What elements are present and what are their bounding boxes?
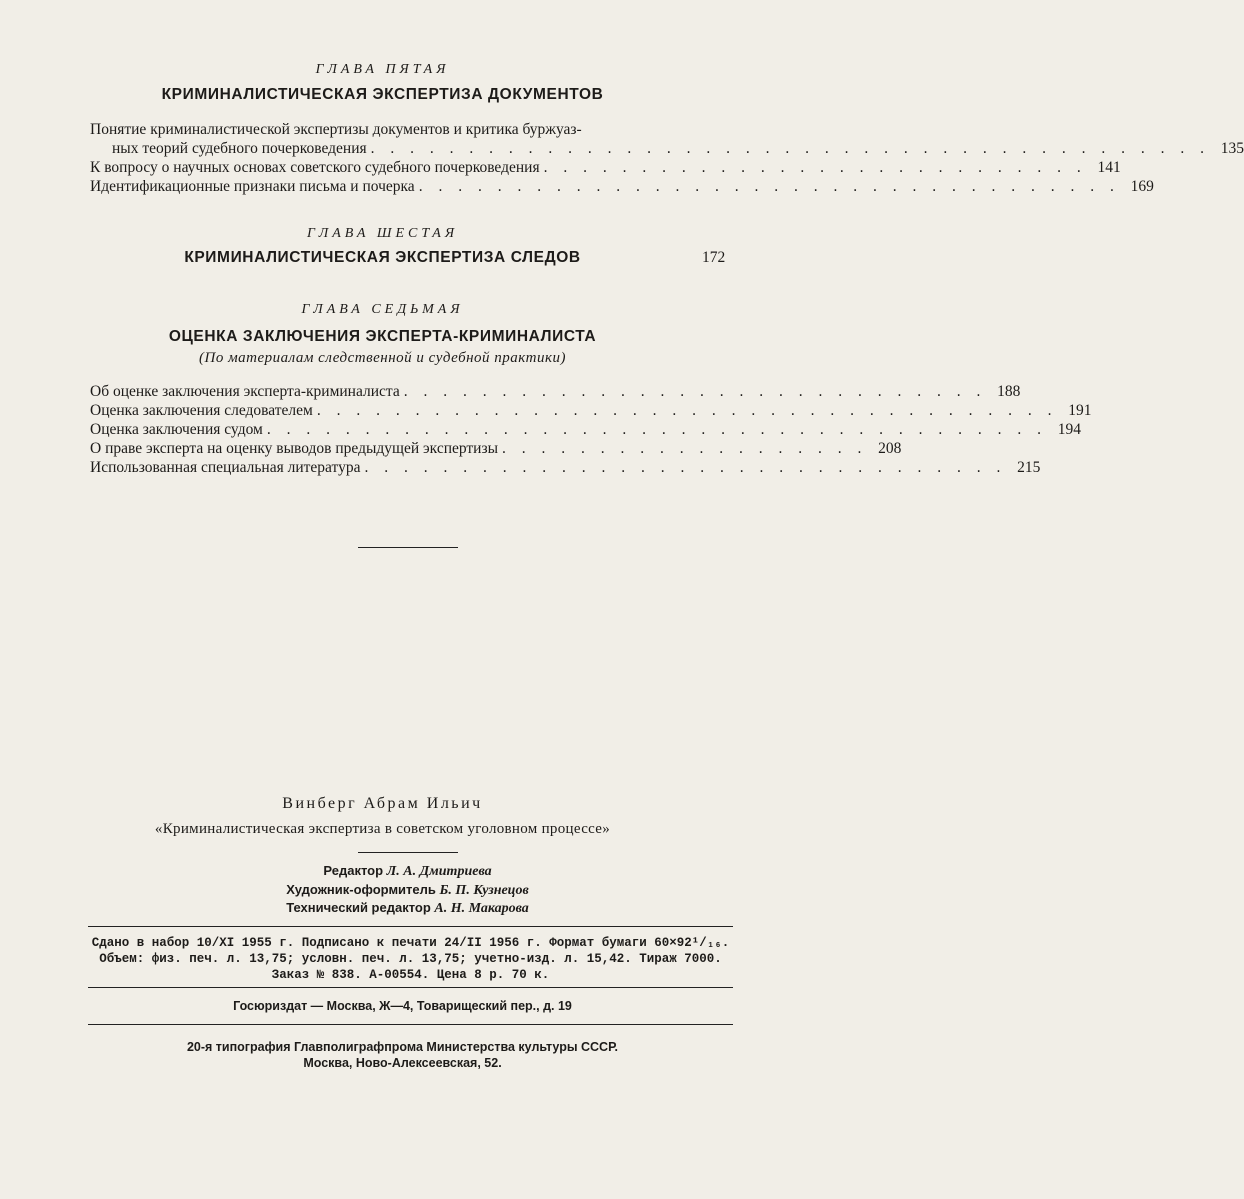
toc-entry-text: Использованная специальная литература — [90, 459, 361, 476]
toc-leader-dots: . . . . . . . . . . . . . . . . . . . . . . . . . . . . . . . . . . . . . . — [316, 402, 1058, 419]
toc-entry — [90, 177, 1154, 196]
chapter-7-subtitle: (По материалам следственной и судебной практики) — [199, 350, 566, 366]
toc-leader-dots: . . . . . . . . . . . . . . . . . . . — [502, 440, 868, 457]
toc-entry-text: Оценка заключения следователем — [90, 402, 313, 419]
chapter-6-label: ГЛАВА ШЕСТАЯ — [306, 226, 459, 241]
toc-entry-text: ных теорий судебного почерковедения — [112, 140, 367, 157]
colophon-divider — [358, 852, 458, 853]
toc-entry-text: О праве эксперта на оценку выводов предыдущей экспертизы — [90, 440, 499, 457]
chapter-5-title: КРИМИНАЛИСТИЧЕСКАЯ ЭКСПЕРТИЗА ДОКУМЕНТОВ — [161, 86, 604, 103]
imprint-middle-rule — [88, 987, 733, 988]
publisher-line: Госюриздат — Москва, Ж—4, Товарищеский пер., д. 19 — [233, 999, 572, 1013]
toc-leader-dots: . . . . . . . . . . . . . . . . . . . . . . . . . . . . . . — [403, 383, 987, 400]
printer-line-1: 20-я типография Главполиграфпрома Министерства культуры СССР. — [186, 1040, 619, 1054]
chapter-7-label: ГЛАВА СЕДЬМАЯ — [301, 302, 464, 317]
chapter-5-toc — [90, 120, 1244, 196]
credit-person: Л. А. Дмитриева — [386, 864, 492, 879]
toc-leader-dots: . . . . . . . . . . . . . . . . . . . . . . . . . . . . . . . . . . . . . . . . . . . — [370, 140, 1211, 157]
author-name: Винберг Абрам Ильич — [282, 795, 483, 812]
credit-role: Технический редактор — [286, 900, 431, 915]
toc-leader-dots: . . . . . . . . . . . . . . . . . . . . . . . . . . . . . . . . . . . . . . . . — [266, 421, 1047, 438]
toc-entry-line: Понятие криминалистической экспертизы документов и критика буржуаз- — [90, 121, 582, 138]
toc-page-number: 194 — [1057, 421, 1081, 438]
tech-editor-credit — [25, 900, 790, 917]
credit-role: Редактор — [323, 863, 384, 878]
toc-entry-text: Идентификационные признаки письма и почерка — [90, 178, 415, 195]
chapter-7-title: ОЦЕНКА ЗАКЛЮЧЕНИЯ ЭКСПЕРТА-КРИМИНАЛИСТА — [168, 328, 597, 345]
toc-entry — [90, 420, 1081, 439]
toc-page-number: 188 — [997, 383, 1021, 400]
chapter-6-page-number: 172 — [702, 249, 726, 266]
imprint-line-3: Заказ № 838. А-00554. Цена 8 р. 70 к. — [271, 968, 550, 982]
toc-leader-dots: . . . . . . . . . . . . . . . . . . . . . . . . . . . . — [543, 159, 1087, 176]
toc-entry — [90, 401, 1092, 420]
book-title: «Криминалистическая экспертиза в советском уголовном процессе» — [154, 821, 611, 837]
printer-line-2: Москва, Ново-Алексеевская, 52. — [303, 1056, 502, 1070]
toc-page-number: 141 — [1097, 159, 1121, 176]
credit-person: Б. П. Кузнецов — [439, 883, 529, 898]
toc-page-number: 215 — [1017, 459, 1041, 476]
editor-credit — [25, 863, 790, 880]
imprint-line-1: Сдано в набор 10/XI 1955 г. Подписано к печати 24/II 1956 г. Формат бумаги 60×92¹/₁₆. — [91, 936, 730, 950]
toc-entry — [90, 439, 902, 458]
credit-role: Художник-оформитель — [286, 882, 436, 897]
toc-leader-dots: . . . . . . . . . . . . . . . . . . . . . . . . . . . . . . . . . — [364, 459, 1007, 476]
artist-credit — [25, 882, 790, 899]
chapter-5-label: ГЛАВА ПЯТАЯ — [315, 62, 450, 77]
toc-entry-text: Об оценке заключения эксперта-криминалиста — [90, 383, 400, 400]
toc-entry — [90, 458, 1041, 477]
toc-page-number: 191 — [1068, 402, 1092, 419]
toc-entry-text: К вопросу о научных основах советского судебного почерковедения — [90, 159, 540, 176]
toc-leader-dots: . . . . . . . . . . . . . . . . . . . . . . . . . . . . . . . . . . . . — [418, 178, 1120, 195]
toc-page-number: 135 — [1220, 140, 1244, 157]
publisher-rule — [88, 1024, 733, 1025]
toc-entry-text: Оценка заключения судом — [90, 421, 263, 438]
toc-page-number: 208 — [878, 440, 902, 457]
toc-entry — [90, 158, 1121, 177]
chapter-6-title: КРИМИНАЛИСТИЧЕСКАЯ ЭКСПЕРТИЗА СЛЕДОВ — [184, 249, 581, 266]
imprint-top-rule — [88, 926, 733, 927]
imprint-line-2: Объем: физ. печ. л. 13,75; условн. печ. л. 13,75; учетно-изд. л. 15,42. Тираж 7000. — [99, 952, 722, 966]
credit-person: А. Н. Макарова — [434, 901, 529, 916]
toc-entry — [90, 139, 1244, 158]
chapter-7-toc — [90, 382, 1092, 477]
toc-entry — [90, 382, 1021, 401]
toc-page-number: 169 — [1130, 178, 1154, 195]
section-divider — [358, 547, 458, 548]
